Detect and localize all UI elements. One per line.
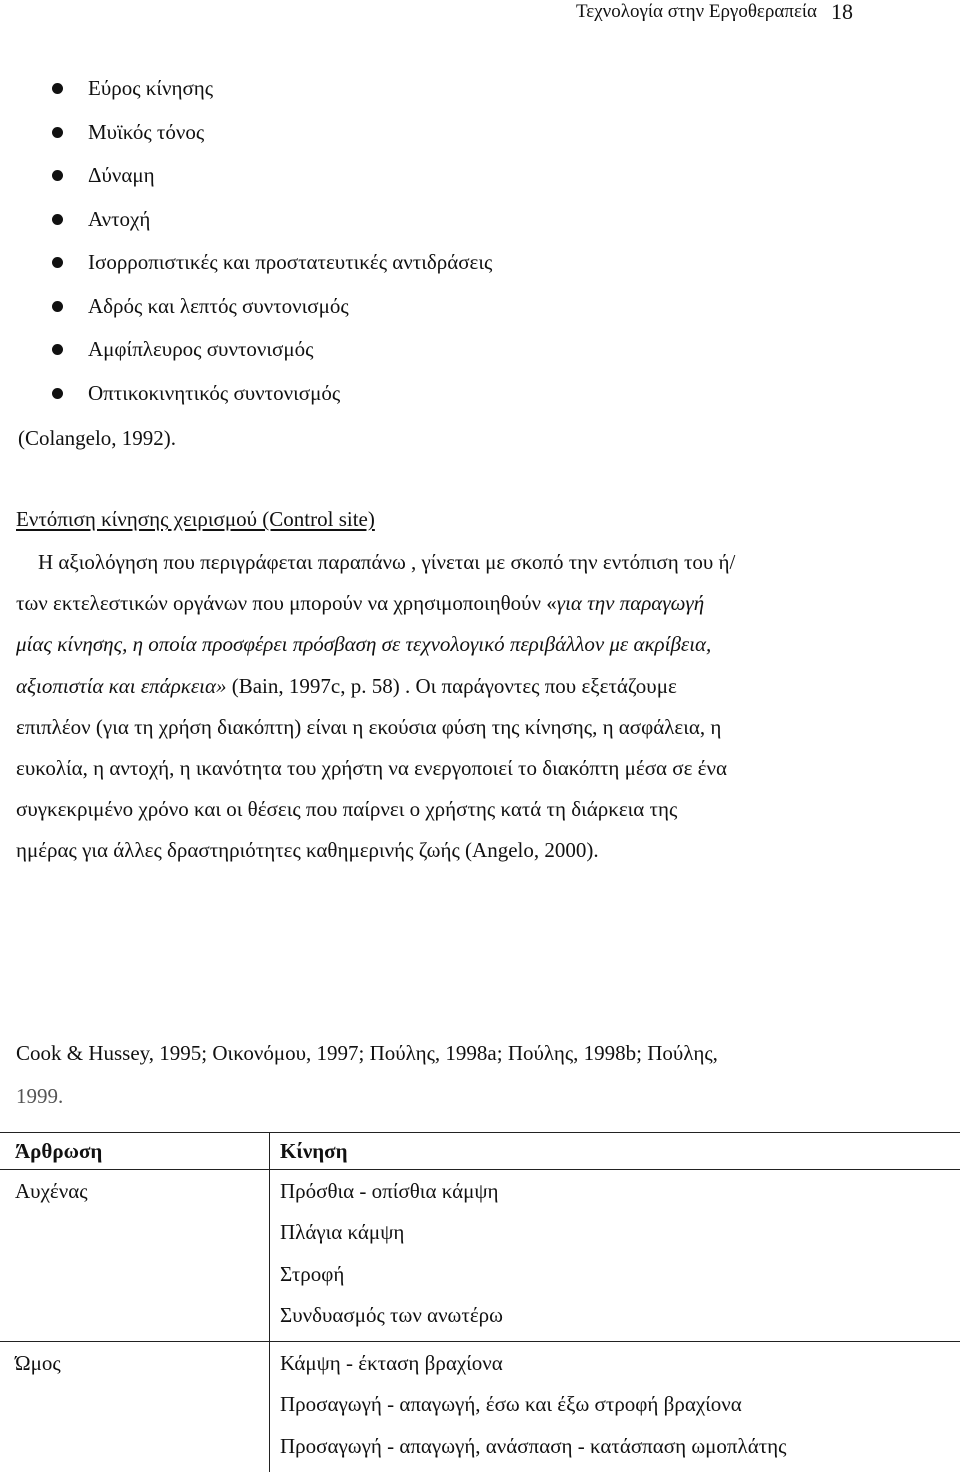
table-row bbox=[0, 1342, 960, 1472]
list-item-text: Αδρός και λεπτός συντονισμός bbox=[88, 293, 349, 318]
quote-text: αξιοπιστία και επάρκεια» bbox=[16, 673, 227, 698]
quote-text: μίας κίνησης, η οποία προσφέρει πρόσβαση σε τεχνολογικό περιβάλλον με ακρίβεια, bbox=[16, 632, 712, 657]
list-item-text: Μυϊκός τόνος bbox=[88, 119, 205, 144]
paragraph-line: ημέρας για άλλες δραστηριότητες καθημερινής ζωής (Angelo, 2000). bbox=[16, 838, 599, 863]
movement-item: Κάμψη - έκταση βραχίονα bbox=[280, 1351, 503, 1376]
bullet-icon bbox=[52, 214, 63, 225]
list-item-text: Αμφίπλευρος συντονισμός bbox=[88, 337, 314, 361]
references-line: 1999. bbox=[16, 1084, 64, 1108]
section-heading: Εντόπιση κίνησης χειρισμού (Control site) bbox=[16, 507, 375, 531]
joint-name: Ώμος bbox=[15, 1351, 61, 1376]
movement-item: Στροφή bbox=[280, 1261, 345, 1286]
list-item bbox=[0, 328, 492, 372]
paragraph-line bbox=[16, 624, 946, 665]
list-item bbox=[0, 154, 492, 198]
list-item-text: Εύρος κίνησης bbox=[88, 76, 214, 100]
bullet-icon bbox=[52, 127, 63, 138]
movement-cell bbox=[270, 1170, 960, 1342]
references bbox=[16, 1035, 718, 1121]
column-header-joint: Άρθρωση bbox=[0, 1133, 270, 1170]
list-item-text: Οπτικοκινητικός συντονισμός bbox=[88, 380, 341, 405]
assessment-list bbox=[0, 67, 492, 415]
list-item bbox=[0, 285, 492, 329]
list-item bbox=[0, 241, 492, 285]
joint-cell bbox=[0, 1170, 270, 1342]
bullet-icon bbox=[52, 301, 63, 312]
list-item-text: Ισορροπιστικές και προστατευτικές αντιδράσεις bbox=[88, 250, 493, 274]
list-item bbox=[0, 67, 492, 111]
references-line: Cook & Hussey, 1995; Οικονόμου, 1997; Πούλης, 1998a; Πούλης, 1998b; Πούλης, bbox=[16, 1041, 718, 1065]
paragraph-line: Η αξιολόγηση που περιγράφεται παραπάνω , γίνεται με σκοπό την εντόπιση του ή/ bbox=[38, 550, 736, 574]
movement-item: Συνδυασμός των ανωτέρω bbox=[280, 1302, 503, 1327]
joints-movements-table bbox=[0, 1132, 960, 1472]
bullet-icon bbox=[52, 83, 63, 94]
running-title: Τεχνολογία στην Εργοθεραπεία bbox=[575, 1, 817, 22]
page-header bbox=[0, 0, 960, 36]
joint-name: Αυχένας bbox=[15, 1179, 88, 1203]
table-header-row bbox=[0, 1133, 960, 1170]
bullet-icon bbox=[52, 388, 63, 399]
joint-cell bbox=[0, 1342, 270, 1472]
bullet-icon bbox=[52, 344, 63, 355]
paragraph-text: (Bain, 1997c, p. 58) . Οι παράγοντες που εξετάζουμε bbox=[226, 673, 677, 698]
quote-text: για την παραγωγή bbox=[556, 591, 705, 616]
page-number: 18 bbox=[831, 0, 853, 24]
list-item-text: Δύναμη bbox=[88, 163, 155, 187]
column-header-movement: Κίνηση bbox=[270, 1133, 960, 1170]
movement-item: Προσαγωγή - απαγωγή, έσω και έξω στροφή βραχίονα bbox=[280, 1392, 742, 1417]
table-row bbox=[0, 1170, 960, 1342]
movement-item: Πρόσθια - οπίσθια κάμψη bbox=[280, 1179, 499, 1203]
movement-item: Προσαγωγή - απαγωγή, ανάσπαση - κατάσπαση ωμοπλάτης bbox=[280, 1433, 787, 1458]
paragraph-line: συγκεκριμένο χρόνο και οι θέσεις που παίρνει ο χρήστης κατά τη διάρκεια της bbox=[16, 797, 678, 822]
movement-item: Πλάγια κάμψη bbox=[280, 1220, 405, 1245]
list-item bbox=[0, 111, 492, 155]
list-item bbox=[0, 372, 492, 416]
list-item-text: Αντοχή bbox=[88, 206, 151, 231]
paragraph-line: επιπλέον (για τη χρήση διακόπτη) είναι η εκούσια φύση της κίνησης, η ασφάλεια, η bbox=[16, 714, 722, 739]
list-citation: (Colangelo, 1992). bbox=[18, 426, 177, 450]
bullet-icon bbox=[52, 170, 63, 181]
movement-cell bbox=[270, 1342, 960, 1472]
body-paragraph bbox=[16, 542, 946, 872]
paragraph-line: ευκολία, η αντοχή, η ικανότητα του χρήστη να ενεργοποιεί το διακόπτη μέσα σε ένα bbox=[16, 755, 727, 780]
paragraph-text: των εκτελεστικών οργάνων που μπορούν να χρησιμοποιηθούν « bbox=[16, 591, 557, 616]
paragraph-line bbox=[16, 583, 946, 624]
paragraph-line bbox=[16, 666, 946, 707]
bullet-icon bbox=[52, 257, 63, 268]
list-item bbox=[0, 198, 492, 242]
